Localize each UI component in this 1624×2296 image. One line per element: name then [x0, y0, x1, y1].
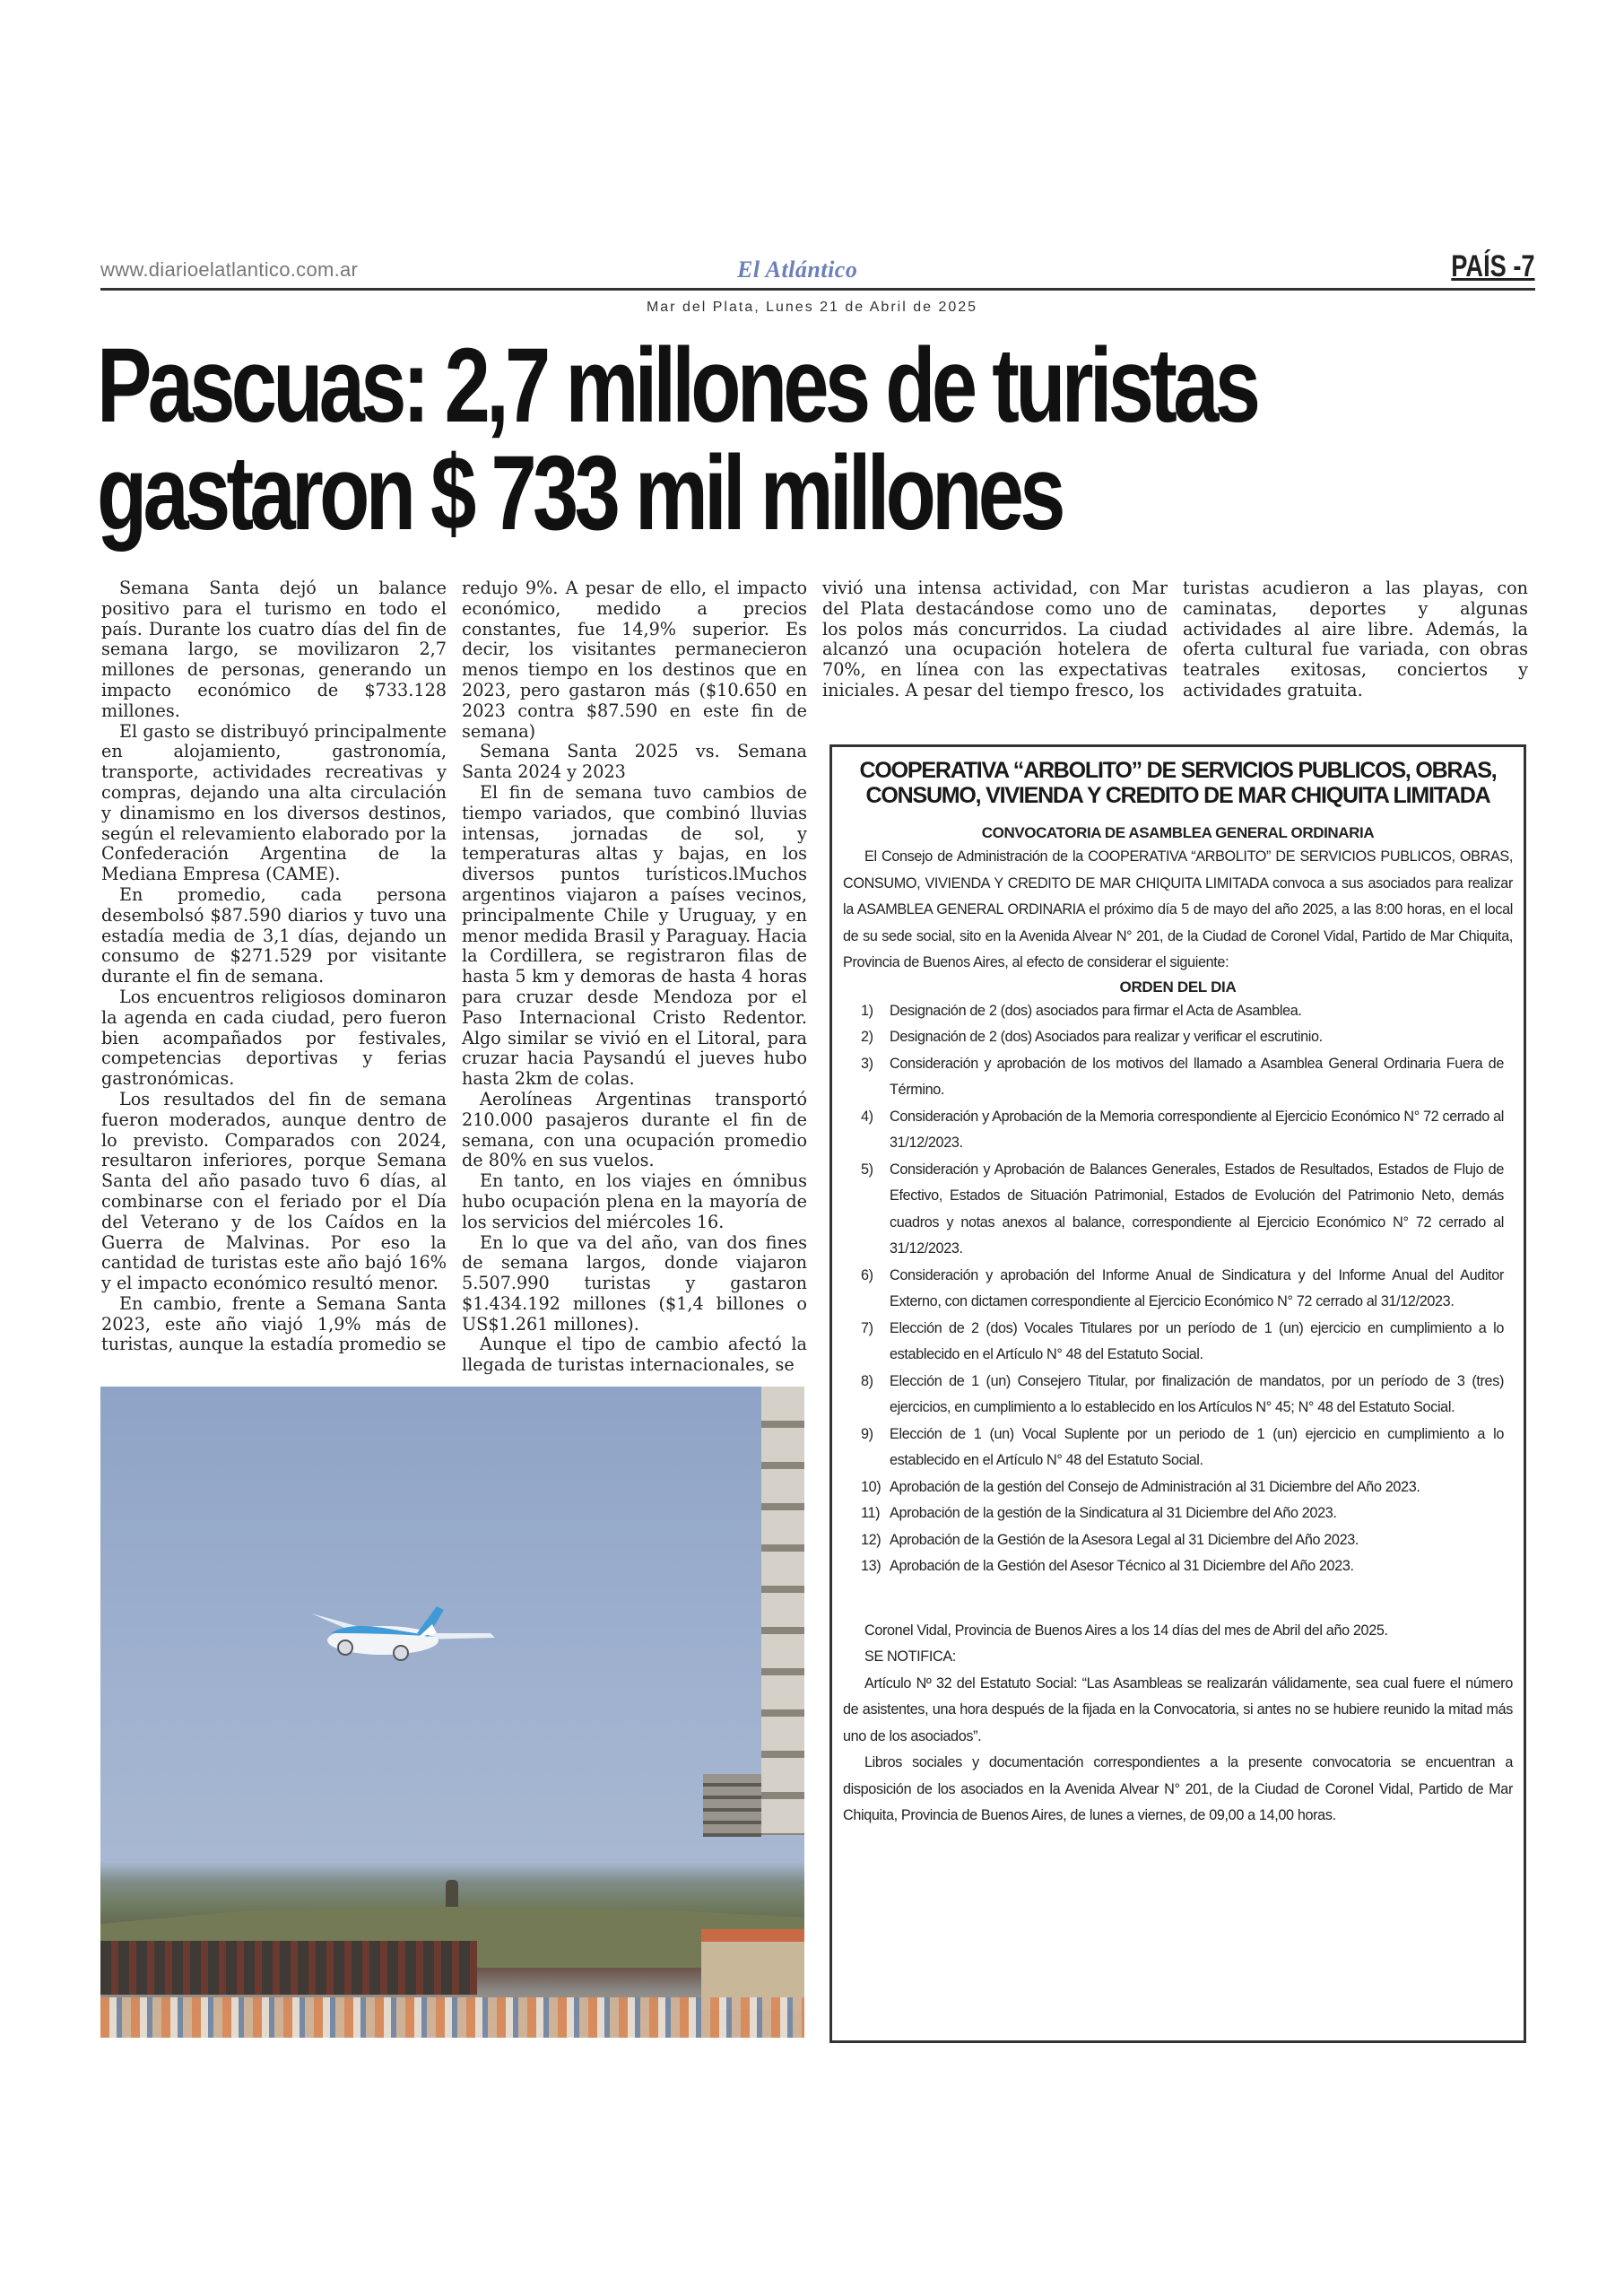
- list-item: 10) Aprobación de la gestión del Consejo de Administración al 31 Diciembre del Año 2023.: [861, 1478, 1420, 1495]
- headline: [97, 326, 1257, 552]
- paragraph: redujo 9%. A pesar de ello, el impacto económico, medido a precios constantes, fue 14,9% superior. Es decir, los visitantes permanecieron menos tiempo en los destinos que en 2023, pero gastaron más ($10.650 en 2023 contra $87.590 en este fin de semana): [462, 578, 807, 742]
- paragraph: El gasto se distribuyó principalmente en alojamiento, gastronomía, transporte, actividades recreativas y compras, dejando una alta circulación y dinamismo en los diversos destinos, según el relevamiento elaborado por la Confederación Argentina de la Mediana Empresa (CAME).: [101, 720, 447, 885]
- notice-title: COOPERATIVA “ARBOLITO” DE SERVICIOS PUBLICOS, OBRAS, CONSUMO, VIVIENDA Y CREDITO DE MAR CHIQUITA LIMITADA: [859, 758, 1497, 808]
- place-date: Coronel Vidal, Provincia de Buenos Aires a los 14 días del mes de Abril del año 2025.: [864, 1622, 1388, 1639]
- notice-subtitle: CONVOCATORIA DE ASAMBLEA GENERAL ORDINARIA: [981, 824, 1375, 841]
- article-32: Artículo Nº 32 del Estatuto Social: “Las Asambleas se realizarán válidamente, sea cual fuere el número de asistentes, una hora después de la fijada en la Convocatoria, si antes no se hubiere reunido la mitad más uno de los asociados”.: [843, 1674, 1513, 1744]
- building: [703, 1774, 761, 1837]
- subheading: Semana Santa 2025 vs. Semana Santa 2024 y 2023: [462, 741, 807, 783]
- site-url: www.diarioelatlantico.com.ar: [100, 258, 359, 281]
- paragraph: Semana Santa dejó un balance positivo para el turismo en todo el país. Durante los cuatro días del fin de semana largo, se movilizaron 2,7 millones de personas, generando un impacto económico de $733.128 millones.: [101, 578, 447, 721]
- newspaper-logo: El Atlántico: [737, 257, 858, 283]
- paragraph: En tanto, en los viajes en ómnibus hubo ocupación plena en la mayoría de los servicios del miércoles 16.: [462, 1170, 807, 1232]
- list-item: 4) Consideración y Aprobación de la Memoria correspondiente al Ejercicio Económico N° 72 cerrado al 31/12/2023.: [861, 1108, 1504, 1151]
- list-item: 2) Designación de 2 (dos) Asociados para realizar y verificar el escrutinio.: [861, 1029, 1323, 1045]
- paragraph: En promedio, cada persona desembolsó $87.590 diarios y tuvo una estadía media de 3,1 días, dejando un consumo de $271.529 por visitante durante el fin de semana.: [101, 883, 447, 987]
- list-item: 8) Elección de 1 (un) Consejero Titular, por finalización de mandatos, por un período de 3 (tres) ejercicios, en cumplimiento a lo establecido en los Artículos N° 45; N° 48 del Estatuto Social.: [861, 1372, 1504, 1415]
- order-list: [861, 998, 1504, 1580]
- paragraph: En lo que va del año, van dos fines de semana largos, donde viajaron 5.507.990 turistas y gastaron $1.434.192 millones ($1,4 billones o US$1.261 millones).: [462, 1231, 807, 1335]
- list-item: 7) Elección de 2 (dos) Vocales Titulares por un período de 1 (un) ejercicio en cumplimiento a lo establecido en el Artículo N° 48 del Estatuto Social.: [861, 1319, 1504, 1362]
- notify-label: SE NOTIFICA:: [864, 1648, 956, 1665]
- documents-text: Libros sociales y documentación correspondientes a la presente convocatoria se encuentran a disposición de los asociados en la Avenida Alvear N° 201, de la Ciudad de Coronel Vidal, Partido de Mar Chiquita, Provincia de Buenos Aires, de lunes a viernes, de 09,00 a 14,00 horas.: [843, 1754, 1513, 1823]
- cooperative-notice: [829, 744, 1526, 2043]
- paragraph: Los resultados del fin de semana fueron moderados, aunque dentro de lo previsto. Comparados con 2024, resultaron inferiores, porque Semana Santa del año pasado tuvo 6 días, al combinarse con el feriado por el Día del Veterano y de los Caídos en la Guerra de Malvinas. Por eso la cantidad de turistas este año bajó 16% y el impacto económico resultó menor.: [101, 1088, 447, 1294]
- list-item: 11) Aprobación de la gestión de la Sindicatura al 31 Diciembre del Año 2023.: [861, 1505, 1337, 1521]
- article-column-1: [101, 578, 447, 1355]
- list-item: 1) Designación de 2 (dos) asociados para firmar el Acta de Asamblea.: [861, 1002, 1302, 1019]
- beach-crowd: [100, 1997, 804, 2038]
- paragraph: vivió una intensa actividad, con Mar del Plata destacándose como uno de los polos más concurridos. La ciudad alcanzó una ocupación hotelera de 70%, en línea con las expectativas iniciales. A pesar del tiempo fresco, los: [822, 578, 1168, 700]
- headline-line-1: Pascuas: 2,7 millones de turistas: [97, 326, 1257, 445]
- notice-intro: [843, 844, 1513, 977]
- paragraph: Los encuentros religiosos dominaron la agenda en cada ciudad, pero fueron bien acompañados por festivales, competencias deportivas y ferias gastronómicas.: [101, 986, 447, 1090]
- order-heading: ORDEN DEL DIA: [1119, 978, 1237, 996]
- page-header: [100, 249, 1535, 291]
- statue: [446, 1880, 458, 1907]
- dateline: Mar del Plata, Lunes 21 de Abril de 2025: [646, 300, 978, 315]
- article-photo: [100, 1387, 804, 2038]
- list-item: 12) Aprobación de la Gestión de la Asesora Legal al 31 Diciembre del Año 2023.: [861, 1531, 1359, 1548]
- list-item: 5) Consideración y Aprobación de Balances Generales, Estados de Resultados, Estados de Flujo de Efectivo, Estados de Situación Patrimonial, Estados de Evolución del Patrimonio Neto, demás cuadros y notas anexos al balance, correspondiente al Ejercicio Económico N° 72 cerrado al 31/12/2023.: [861, 1161, 1504, 1257]
- article-column-2: [462, 578, 807, 1376]
- airplane-icon: [311, 1606, 495, 1669]
- article-column-4: [1183, 578, 1528, 701]
- section-page-label: PAÍS -7: [1451, 249, 1535, 283]
- building-tower: [761, 1387, 804, 1835]
- list-item: 13) Aprobación de la Gestión del Asesor Técnico al 31 Diciembre del Año 2023.: [861, 1558, 1354, 1574]
- article-column-3: [822, 578, 1168, 701]
- paragraph: Aunque el tipo de cambio afectó la llegada de turistas internacionales, se: [462, 1334, 807, 1376]
- notice-closing: [843, 1618, 1513, 1830]
- paragraph: En cambio, frente a Semana Santa 2023, este año viajó 1,9% más de turistas, aunque la estadía promedio se: [101, 1292, 447, 1355]
- list-item: 9) Elección de 1 (un) Vocal Suplente por un periodo de 1 (un) ejercicio en cumplimiento a lo establecido en el Artículo N° 48 del Estatuto Social.: [861, 1425, 1504, 1468]
- paragraph: turistas acudieron a las playas, con caminatas, deportes y algunas actividades al aire libre. Además, la oferta cultural fue variada, con obras teatrales exitosas, conciertos y actividades gratuita.: [1183, 578, 1528, 700]
- paragraph: Aerolíneas Argentinas transportó 210.000 pasajeros durante el fin de semana, con una ocupación promedio de 80% en sus vuelos.: [462, 1088, 807, 1171]
- paragraph: El fin de semana tuvo cambios de tiempo variados, que combinó lluvias intensas, jornadas de sol, y temperaturas altas y bajas, en los diversos puntos turísticos.lMuchos argentinos viajaron a países vecinos, principalmente Chile y Uruguay, y en menor medida Brasil y Paraguay. Hacia la Cordillera, se registraron filas de hasta 5 km y demoras de hasta 4 horas para cruzar desde Mendoza por el Paso Internacional Cristo Redentor. Algo similar se vivió en el Litoral, para cruzar hacia Paysandú el jueves hubo hasta 2km de colas.: [462, 781, 807, 1090]
- list-item: 3) Consideración y aprobación de los motivos del llamado a Asamblea General Ordinaria Fuera de Término.: [861, 1055, 1504, 1098]
- list-item: 6) Consideración y aprobación del Informe Anual de Sindicatura y del Informe Anual del Auditor Externo, con dictamen correspondiente al Ejercicio Económico N° 72 cerrado al 31/12/2023.: [861, 1266, 1504, 1309]
- intro-text: El Consejo de Administración de la COOPERATIVA “ARBOLITO” DE SERVICIOS PUBLICOS, OBRAS, CONSUMO, VIVIENDA Y CREDITO DE MAR CHIQUITA LIMITADA convoca a sus asociados para realizar la ASAMBLEA GENERAL ORDINARIA el próximo día 5 de mayo del año 2025, a las 8:00 horas, en el local de su sede social, sito en la Avenida Alvear N° 201, de la Ciudad de Coronel Vidal, Partido de Mar Chiquita, Provincia de Buenos Aires, al efecto de considerar el siguiente:: [843, 848, 1513, 970]
- headline-line-2: gastaron $ 733 mil millones: [97, 434, 1062, 552]
- beach-structures: [100, 1941, 477, 1995]
